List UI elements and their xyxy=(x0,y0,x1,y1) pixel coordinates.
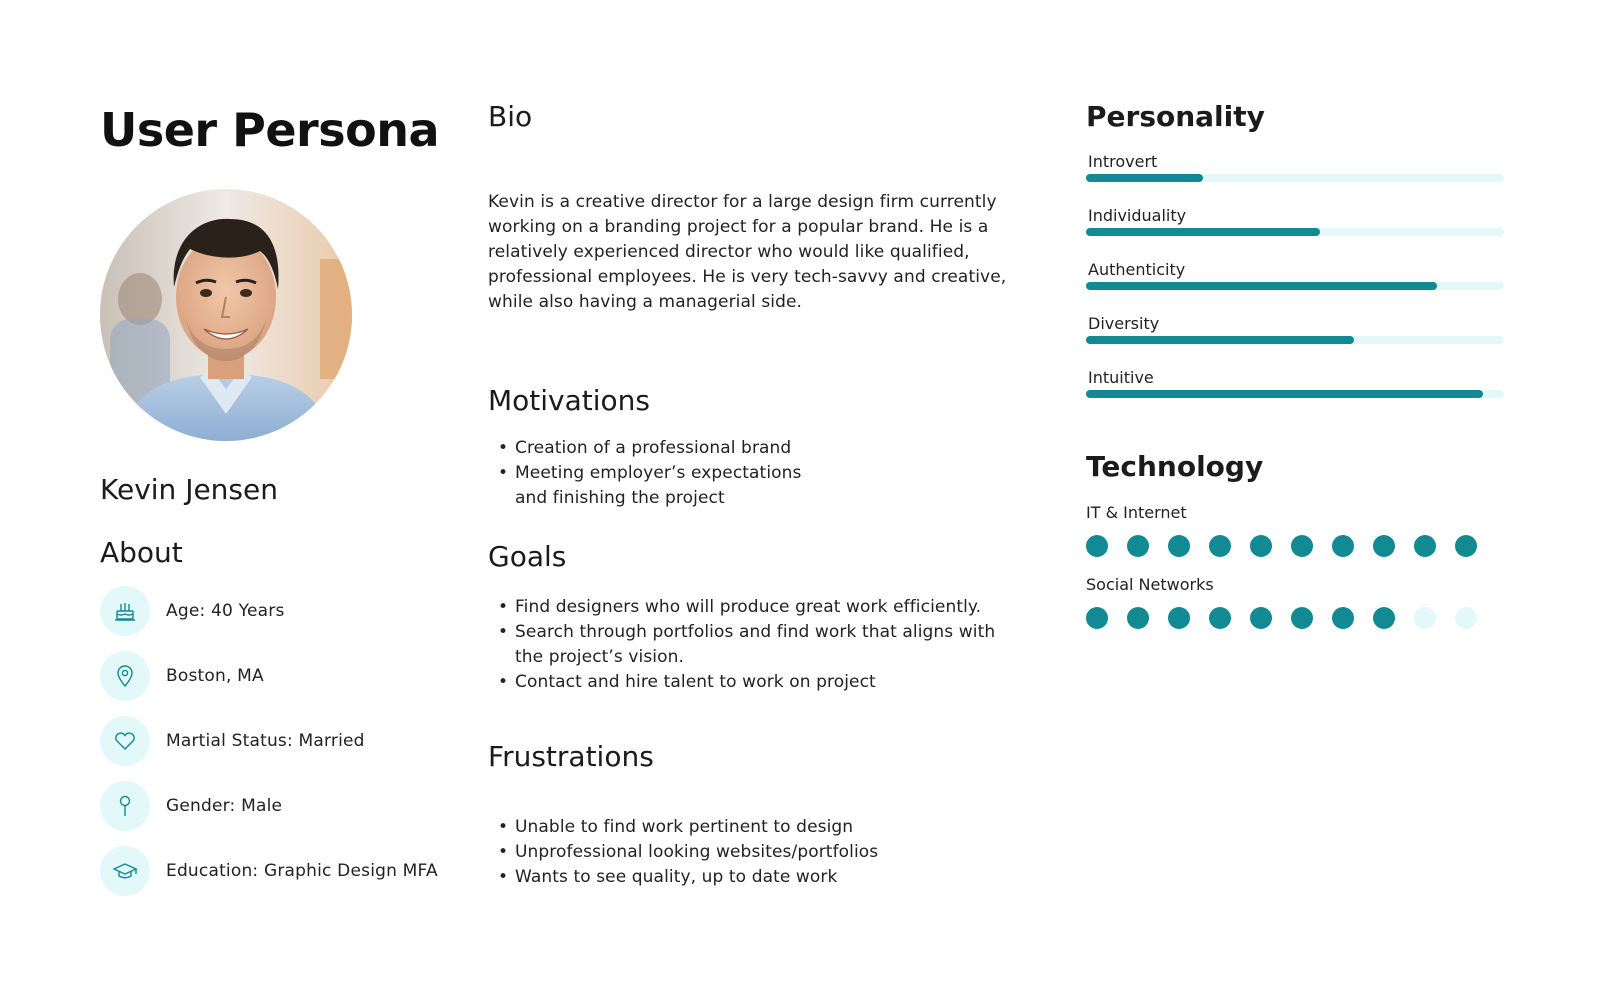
technology-heading: Technology xyxy=(1086,450,1264,483)
about-age: Age: 40 Years xyxy=(166,601,285,621)
about-item-age xyxy=(100,586,470,636)
rating-dot-empty xyxy=(1414,607,1436,629)
cake-icon xyxy=(100,586,150,636)
trait-label: Diversity xyxy=(1088,314,1160,333)
rating-dot-filled xyxy=(1373,535,1395,557)
rating-dots xyxy=(1086,535,1506,557)
location-pin-icon xyxy=(100,651,150,701)
list-item: • Creation of a professional brand xyxy=(498,436,1028,461)
trait-introvert xyxy=(1086,152,1504,206)
goals-list xyxy=(498,595,1028,695)
rating-dot-filled xyxy=(1127,607,1149,629)
rating-dot-filled xyxy=(1168,607,1190,629)
frustrations-heading: Frustrations xyxy=(488,740,654,773)
list-item: • Meeting employer’s expectations and finishing the project xyxy=(498,461,828,511)
trait-label: Intuitive xyxy=(1088,368,1154,387)
rating-dot-filled xyxy=(1168,535,1190,557)
about-item-gender xyxy=(100,781,470,831)
rating-dot-filled xyxy=(1127,535,1149,557)
rating-dot-empty xyxy=(1455,607,1477,629)
rating-dot-filled xyxy=(1332,607,1354,629)
goals-heading: Goals xyxy=(488,540,567,573)
about-item-location xyxy=(100,651,470,701)
left-column xyxy=(100,100,460,881)
avatar xyxy=(100,189,352,441)
trait-authenticity xyxy=(1086,260,1504,314)
trait-fill xyxy=(1086,336,1354,344)
rating-dot-filled xyxy=(1209,535,1231,557)
rating-dot-filled xyxy=(1086,607,1108,629)
about-marital-status: Martial Status: Married xyxy=(166,731,365,751)
motivations-heading: Motivations xyxy=(488,384,650,417)
bio-heading: Bio xyxy=(488,100,533,133)
trait-track xyxy=(1086,390,1504,398)
trait-track xyxy=(1086,336,1504,344)
gender-pin-icon xyxy=(100,781,150,831)
tech-group-it-internet xyxy=(1086,503,1506,575)
about-item-education xyxy=(100,846,470,896)
heart-icon xyxy=(100,716,150,766)
bio-text: Kevin is a creative director for a large design firm currently working on a branding project for a popular brand. He is a relatively experienced director who would like qualified, professional employees. He is very tech-savvy and creative, while also having a managerial side. xyxy=(488,192,1007,312)
rating-dot-filled xyxy=(1291,607,1313,629)
rating-dots xyxy=(1086,607,1506,629)
about-item-marital xyxy=(100,716,470,766)
tech-group-social-networks xyxy=(1086,575,1506,647)
rating-dot-filled xyxy=(1086,535,1108,557)
tech-label: Social Networks xyxy=(1086,575,1214,594)
trait-fill xyxy=(1086,390,1483,398)
persona-name: Kevin Jensen xyxy=(100,473,278,506)
graduation-cap-icon xyxy=(100,846,150,896)
trait-individuality xyxy=(1086,206,1504,260)
trait-label: Introvert xyxy=(1088,152,1158,171)
trait-diversity xyxy=(1086,314,1504,368)
trait-track xyxy=(1086,282,1504,290)
rating-dot-filled xyxy=(1455,535,1477,557)
list-item: • Search through portfolios and find work that aligns with the project’s vision. xyxy=(498,620,1028,670)
list-item: • Unable to find work pertinent to design xyxy=(498,815,1028,840)
list-item: • Contact and hire talent to work on project xyxy=(498,670,1028,695)
trait-fill xyxy=(1086,174,1203,182)
trait-label: Individuality xyxy=(1088,206,1187,225)
trait-track xyxy=(1086,228,1504,236)
frustrations-list xyxy=(498,815,1028,890)
about-gender: Gender: Male xyxy=(166,796,283,816)
rating-dot-filled xyxy=(1373,607,1395,629)
trait-intuitive xyxy=(1086,368,1504,422)
rating-dot-filled xyxy=(1414,535,1436,557)
personality-traits xyxy=(1086,152,1504,422)
trait-fill xyxy=(1086,228,1320,236)
tech-label: IT & Internet xyxy=(1086,503,1187,522)
list-item: • Find designers who will produce great work efficiently. xyxy=(498,595,1028,620)
list-item: • Unprofessional looking websites/portfolios xyxy=(498,840,1028,865)
rating-dot-filled xyxy=(1291,535,1313,557)
about-list xyxy=(100,586,470,911)
personality-heading: Personality xyxy=(1086,100,1265,133)
rating-dot-filled xyxy=(1332,535,1354,557)
technology-groups xyxy=(1086,503,1506,647)
avatar-photo xyxy=(100,189,352,441)
trait-label: Authenticity xyxy=(1088,260,1186,279)
about-heading: About xyxy=(100,536,183,569)
about-education: Education: Graphic Design MFA xyxy=(166,861,438,881)
trait-fill xyxy=(1086,282,1437,290)
rating-dot-filled xyxy=(1250,535,1272,557)
rating-dot-filled xyxy=(1250,607,1272,629)
list-item: • Wants to see quality, up to date work xyxy=(498,865,1028,890)
page-title: User Persona xyxy=(100,103,439,157)
trait-track xyxy=(1086,174,1504,182)
about-location: Boston, MA xyxy=(166,666,264,686)
motivations-list xyxy=(498,436,1028,511)
rating-dot-filled xyxy=(1209,607,1231,629)
